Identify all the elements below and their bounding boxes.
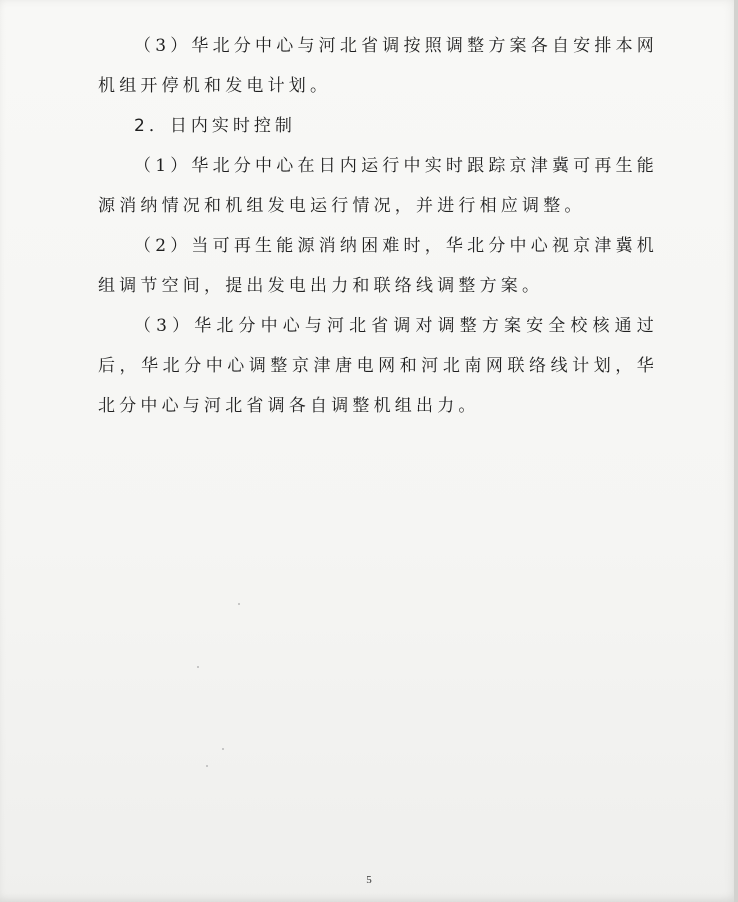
section-heading-intraday-control: 2．日内实时控制: [134, 116, 296, 136]
paragraph-realtime-tracking: （1）华北分中心在日内运行中实时跟踪京津冀可再生能源消纳情况和机组发电运行情况，并进行相应调整。: [98, 156, 658, 216]
paragraph-plan-arrangement: （3）华北分中心与河北省调按照调整方案各自安排本网机组开停机和发电计划。: [98, 36, 658, 96]
scan-speck: [197, 666, 199, 668]
scan-speck: [206, 765, 208, 767]
scan-speck: [222, 748, 224, 750]
scan-speck: [238, 603, 240, 605]
page-edge-shadow: [734, 0, 738, 902]
page-number: 5: [366, 874, 372, 886]
paragraph-security-check: （3）华北分中心与河北省调对调整方案安全校核通过后，华北分中心调整京津唐电网和河北南网联络线计划，华北分中心与河北省调各自调整机组出力。: [98, 316, 658, 416]
paragraph-adjustment-proposal: （2）当可再生能源消纳困难时，华北分中心视京津冀机组调节空间，提出发电出力和联络线调整方案。: [98, 236, 658, 296]
document-body: [98, 26, 658, 426]
